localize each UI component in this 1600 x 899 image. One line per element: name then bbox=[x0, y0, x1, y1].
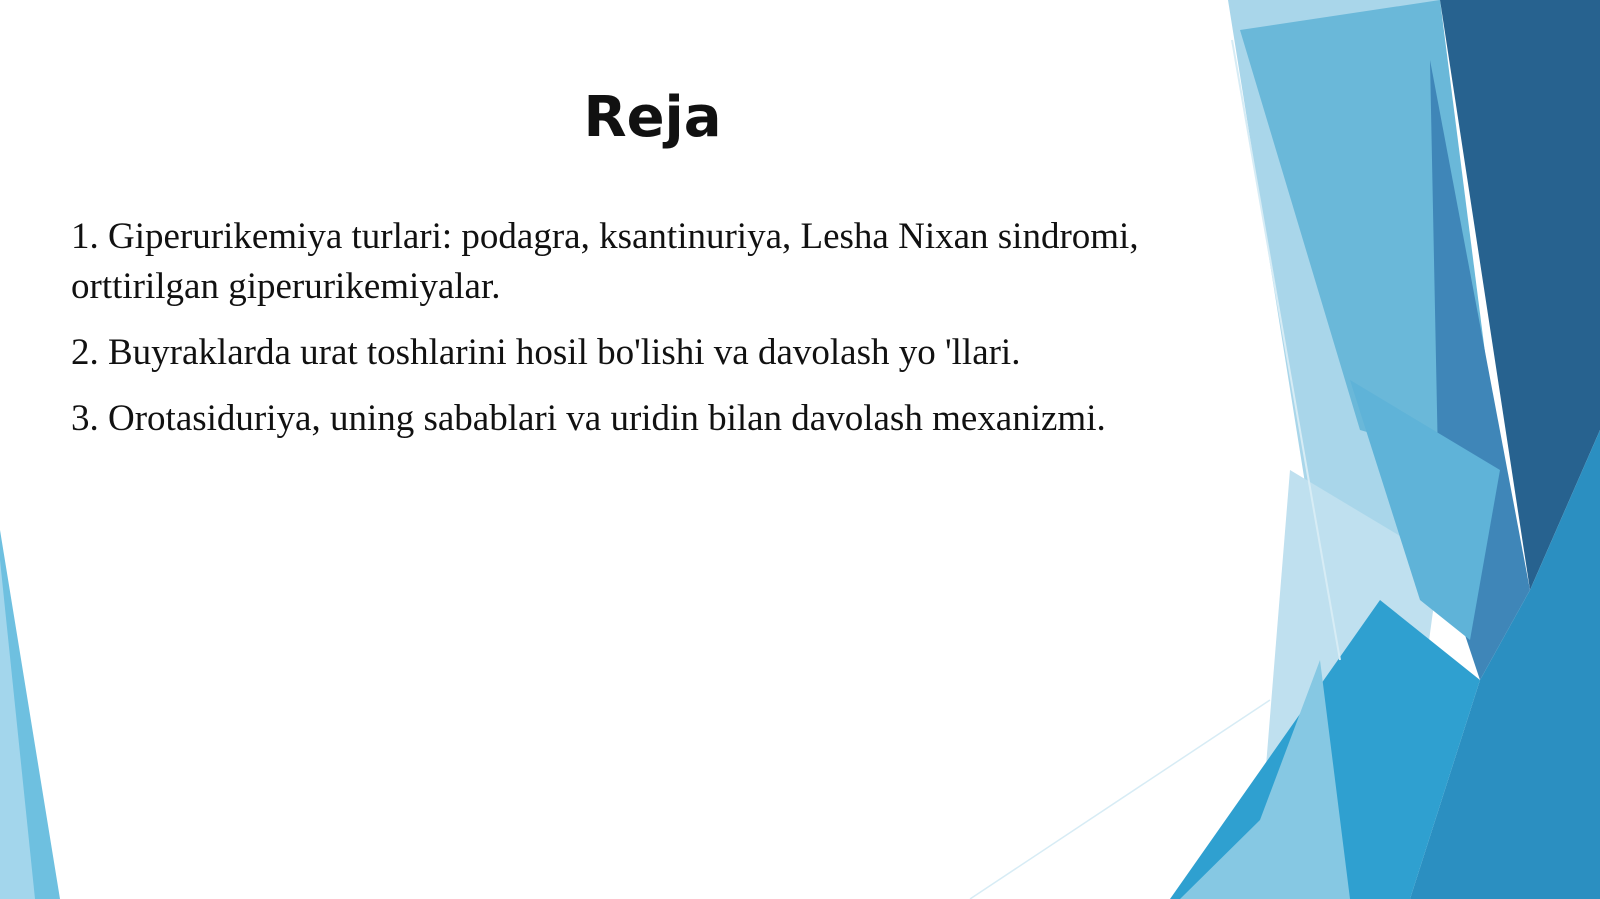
agenda-item-1: 1. Giperurikemiya turlari: podagra, ksantinuriya, Lesha Nixan sindromi, orttirilgan giperurikemiyalar. bbox=[71, 216, 1139, 307]
agenda-item-3: 3. Orotasiduriya, uning sabablari va uridin bilan davolash mexanizmi. bbox=[71, 398, 1106, 439]
agenda-item-2: 2. Buyraklarda urat toshlarini hosil bo'lishi va davolash yo 'llari. bbox=[71, 332, 1021, 373]
agenda-list bbox=[71, 212, 1251, 460]
slide-title: Reja bbox=[583, 85, 722, 150]
